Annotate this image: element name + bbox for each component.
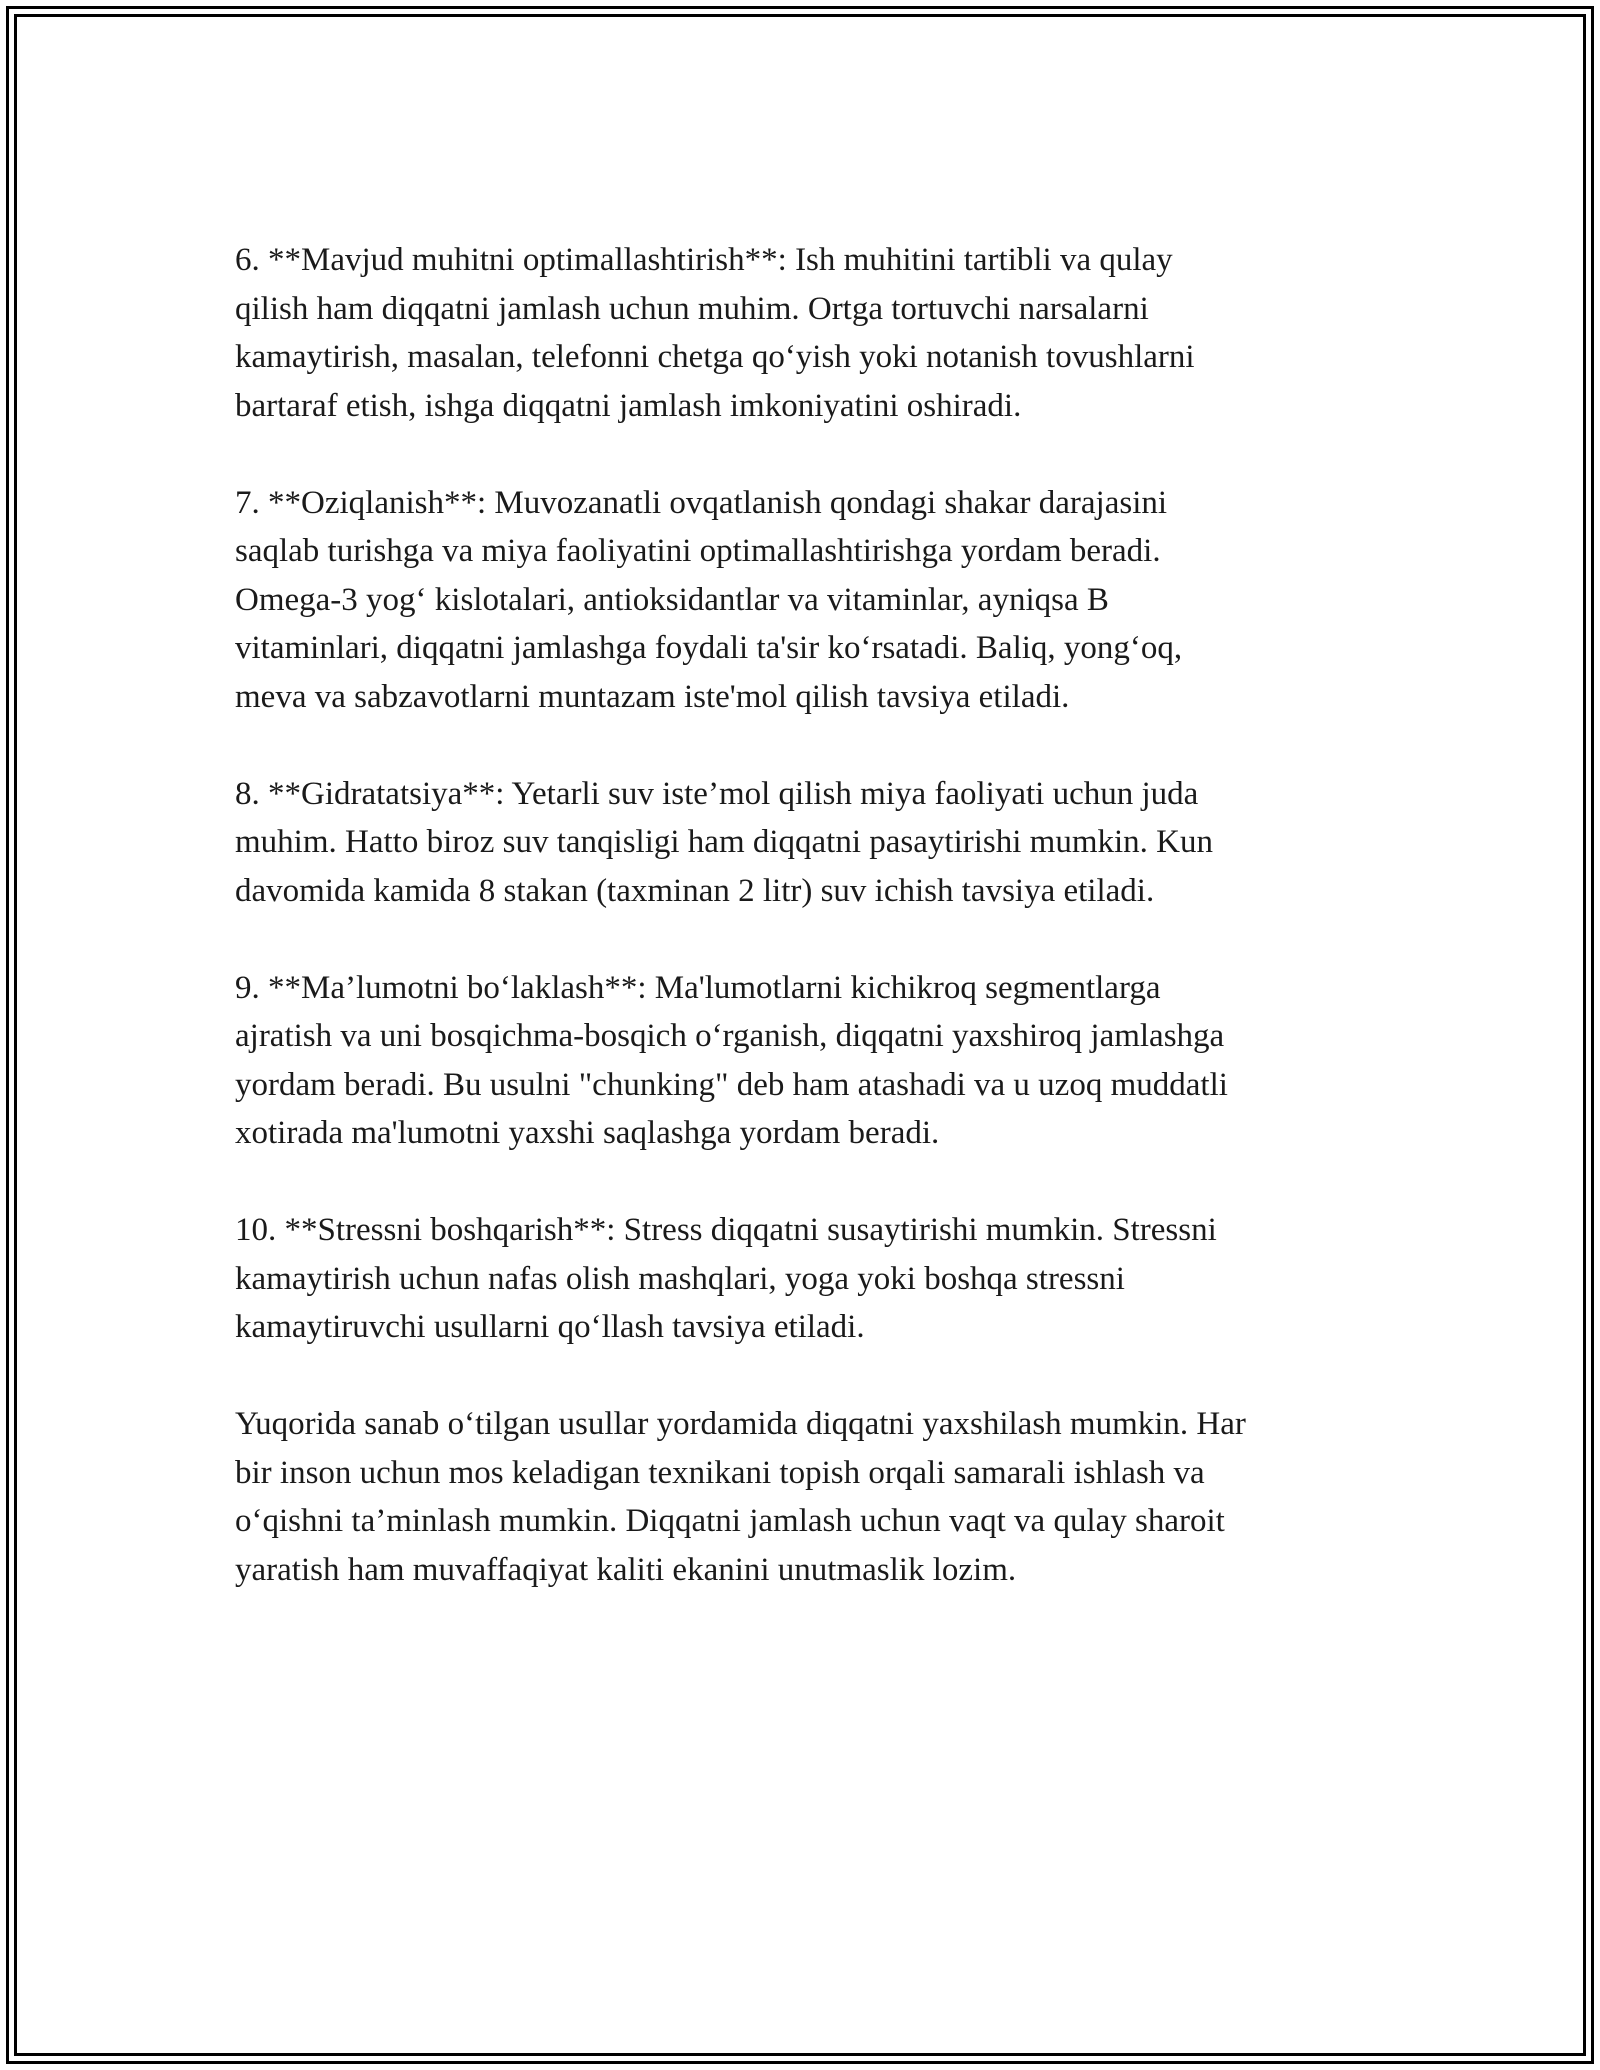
paragraph-item-7: 7. **Oziqlanish**: Muvozanatli ovqatlanish qondagi shakar darajasini saqlab turishga va miya faoliyatini optimallashtirishga yordam beradi. Omega-3 yogʻ kislotalari, antioksidantlar va vitaminlar, ayniqsa B vitaminlari, diqqatni jamlashga foydali ta'sir koʻrsatadi. Baliq, yongʻoq, meva va sabzavotlarni muntazam iste'mol qilish tavsiya etiladi. <box>235 484 1183 715</box>
paragraph-conclusion: Yuqorida sanab oʻtilgan usullar yordamida diqqatni yaxshilash mumkin. Har bir inson uchun mos keladigan texnikani topish orqali samarali ishlash va oʻqishni ta’minlash mumkin. Diqqatni jamlash uchun vaqt va qulay sharoit yaratish ham muvaffaqiyat kaliti ekanini unutmaslik lozim. <box>235 1406 1246 1588</box>
paragraph-item-10: 10. **Stressni boshqarish**: Stress diqqatni susaytirishi mumkin. Stressni kamaytirish uchun nafas olish mashqlari, yoga yoki boshqa stressni kamaytiruvchi usullarni qoʻllash tavsiya etiladi. <box>235 1212 1217 1345</box>
paragraph-item-6: 6. **Mavjud muhitni optimallashtirish**: Ish muhitini tartibli va qulay qilish ham diqqatni jamlash uchun muhim. Ortga tortuvchi narsalarni kamaytirish, masalan, telefonni chetga qoʻyish yoki notanish tovushlarni bartaraf etish, ishga diqqatni jamlash imkoniyatini oshiradi. <box>235 242 1195 424</box>
document-body <box>235 236 1375 1594</box>
paragraph-item-8: 8. **Gidratatsiya**: Yetarli suv iste’mol qilish miya faoliyati uchun juda muhim. Hatto biroz suv tanqisligi ham diqqatni pasaytirishi mumkin. Kun davomida kamida 8 stakan (taxminan 2 litr) suv ichish tavsiya etiladi. <box>235 775 1213 909</box>
paragraph-item-9: 9. **Ma’lumotni boʻlaklash**: Ma'lumotlarni kichikroq segmentlarga ajratish va uni bosqichma-bosqich oʻrganish, diqqatni yaxshiroq jamlashga yordam beradi. Bu usulni "chunking" deb ham atashadi va u uzoq muddatli xotirada ma'lumotni yaxshi saqlashga yordam beradi. <box>235 969 1228 1151</box>
